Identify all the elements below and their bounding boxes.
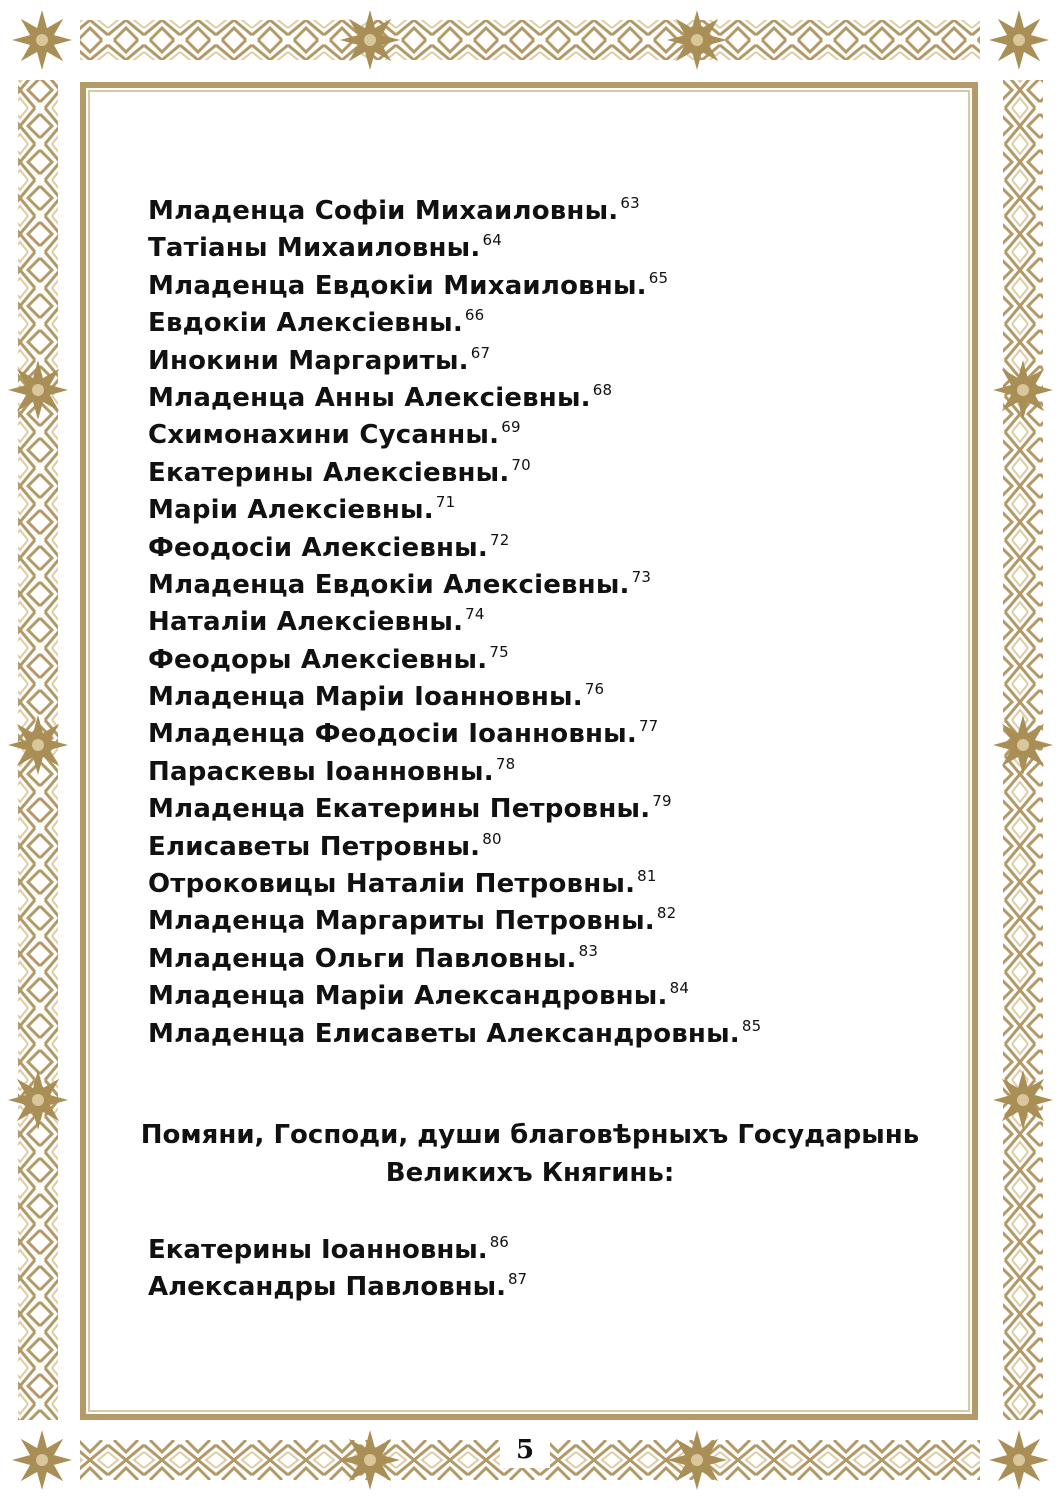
- name-entry: [148, 895, 948, 937]
- name-entry: [148, 185, 948, 226]
- footnote-number: 64: [482, 231, 502, 250]
- name-entry: [148, 708, 948, 750]
- name-text: Инокини Маргариты.: [148, 345, 469, 376]
- name-text: Параскевы Iоанновны.: [148, 756, 494, 787]
- name-entry: [148, 1224, 848, 1265]
- name-entry: [148, 559, 948, 600]
- name-text: Младенца Маргариты Петровны.: [148, 906, 655, 937]
- name-entry: [148, 222, 948, 264]
- heading-line-2: Великихъ Княгинь:: [385, 1158, 675, 1188]
- footnote-number: 75: [489, 642, 509, 661]
- name-text: Младенца Евдокiи Михаиловны.: [148, 270, 647, 301]
- name-text: Екатерины Алексiевны.: [148, 457, 510, 488]
- name-text: Евдокiи Алексiевны.: [148, 308, 463, 339]
- footnote-number: 87: [508, 1270, 528, 1288]
- footnote-number: 86: [489, 1233, 509, 1251]
- footnote-number: 70: [511, 455, 531, 474]
- footnote-number: 82: [656, 904, 677, 923]
- name-entry: [148, 1008, 948, 1049]
- name-text: Елисаветы Петровны.: [148, 831, 481, 862]
- name-entry: [148, 783, 948, 825]
- name-entry: [148, 933, 948, 974]
- footnote-number: 65: [648, 268, 669, 287]
- name-text: Младенца Марiи Александровны.: [148, 981, 668, 1012]
- footnote-number: 81: [637, 867, 657, 886]
- footnote-number: 84: [669, 979, 690, 998]
- footnote-number: 72: [489, 530, 510, 549]
- name-entry: [148, 522, 948, 563]
- footnote-number: 73: [631, 567, 652, 586]
- name-text: Марiи Алексiевны.: [148, 495, 434, 526]
- footnote-number: 83: [578, 941, 599, 960]
- name-text: Схимонахини Сусанны.: [148, 420, 500, 451]
- name-text: Младенца Софiи Михаиловны.: [148, 196, 619, 226]
- name-entry: [148, 746, 948, 787]
- name-entry: [148, 1261, 848, 1302]
- footnote-number: 68: [592, 380, 613, 399]
- name-entry: [148, 858, 948, 900]
- name-entry: [148, 297, 948, 339]
- name-entry: [148, 260, 948, 301]
- name-text: Младенца Евдокiи Алексiевны.: [148, 569, 630, 600]
- name-text: Феодосiи Алексiевны.: [148, 532, 488, 563]
- name-text: Екатерины Iоанновны.: [148, 1235, 488, 1265]
- footnote-number: 69: [501, 418, 521, 437]
- page-number: 5: [500, 1432, 550, 1468]
- footnote-number: 66: [464, 306, 485, 325]
- footnote-number: 80: [482, 829, 502, 848]
- name-entry: [148, 447, 948, 488]
- name-text: Наталiи Алексiевны.: [148, 607, 464, 638]
- name-text: Татiаны Михаиловны.: [148, 233, 481, 264]
- heading-line-1: Помяни, Господи, души благовѣрныхъ Государынь: [140, 1120, 920, 1150]
- commemoration-list-first: [148, 185, 948, 1049]
- footnote-number: 67: [470, 343, 491, 362]
- footnote-number: 77: [638, 717, 659, 736]
- commemoration-list-second: [148, 1224, 848, 1302]
- name-entry: [148, 970, 948, 1012]
- name-text: Младенца Ольги Павловны.: [148, 943, 577, 974]
- name-entry: [148, 671, 948, 713]
- footnote-number: 63: [620, 194, 640, 212]
- name-text: Младенца Елисаветы Александровны.: [148, 1018, 740, 1049]
- section-heading: [110, 1116, 950, 1192]
- name-text: Младенца Анны Алексiевны.: [148, 382, 591, 413]
- name-text: Младенца Марiи Iоанновны.: [148, 682, 583, 713]
- name-entry: [148, 634, 948, 675]
- name-entry: [148, 409, 948, 451]
- footnote-number: 78: [495, 754, 516, 773]
- footnote-number: 85: [741, 1016, 762, 1035]
- name-entry: [148, 821, 948, 862]
- footnote-number: 71: [435, 493, 456, 512]
- name-text: Младенца Феодосiи Iоанновны.: [148, 719, 637, 750]
- footnote-number: 74: [465, 605, 485, 624]
- name-text: Александры Павловны.: [148, 1272, 507, 1302]
- name-entry: [148, 484, 948, 526]
- name-entry: [148, 335, 948, 376]
- footnote-number: 76: [584, 680, 605, 699]
- name-entry: [148, 372, 948, 413]
- name-text: Младенца Екатерины Петровны.: [148, 794, 651, 825]
- footnote-number: 79: [652, 792, 672, 811]
- name-text: Феодоры Алексiевны.: [148, 644, 488, 675]
- name-text: Отроковицы Наталiи Петровны.: [148, 869, 636, 900]
- name-entry: [148, 596, 948, 638]
